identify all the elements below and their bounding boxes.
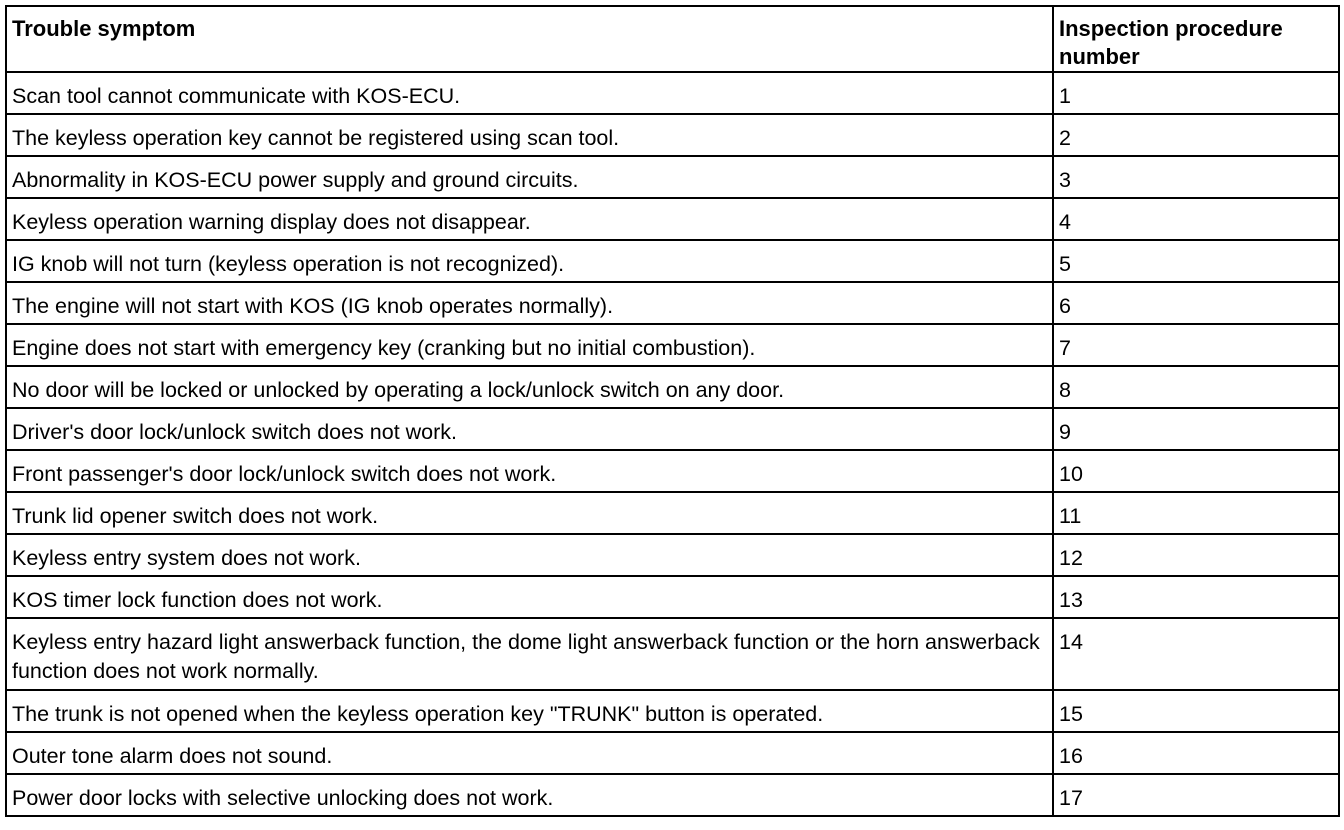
table-header-row [6,6,1339,72]
procedure-number-cell: 4 [1053,198,1339,240]
procedure-number-cell: 14 [1053,618,1339,690]
header-inspection-procedure-number: Inspection procedure number [1053,6,1339,72]
procedure-number-cell: 3 [1053,156,1339,198]
table-row [6,690,1339,732]
table-row [6,198,1339,240]
procedure-number-cell: 13 [1053,576,1339,618]
table-row [6,408,1339,450]
table-row [6,576,1339,618]
symptom-cell: Keyless entry hazard light answerback function, the dome light answerback function or the horn answerback function does not work normally. [6,618,1053,690]
symptom-cell: Abnormality in KOS-ECU power supply and ground circuits. [6,156,1053,198]
symptom-cell: Front passenger's door lock/unlock switch does not work. [6,450,1053,492]
procedure-number-cell: 6 [1053,282,1339,324]
symptom-cell: Keyless entry system does not work. [6,534,1053,576]
symptom-cell: Scan tool cannot communicate with KOS-ECU. [6,72,1053,114]
procedure-number-cell: 7 [1053,324,1339,366]
symptom-cell: Engine does not start with emergency key (cranking but no initial combustion). [6,324,1053,366]
symptom-cell: The engine will not start with KOS (IG knob operates normally). [6,282,1053,324]
table-row [6,534,1339,576]
table-row [6,732,1339,774]
procedure-number-cell: 11 [1053,492,1339,534]
table-row [6,492,1339,534]
symptom-cell: Outer tone alarm does not sound. [6,732,1053,774]
table-row [6,324,1339,366]
header-trouble-symptom: Trouble symptom [6,6,1053,72]
trouble-symptom-table [5,5,1340,817]
procedure-number-cell: 5 [1053,240,1339,282]
table-row [6,282,1339,324]
table-row [6,72,1339,114]
symptom-cell: Trunk lid opener switch does not work. [6,492,1053,534]
table-row [6,450,1339,492]
procedure-number-cell: 1 [1053,72,1339,114]
table-row [6,366,1339,408]
table-row [6,240,1339,282]
table-row [6,156,1339,198]
symptom-cell: The keyless operation key cannot be registered using scan tool. [6,114,1053,156]
procedure-number-cell: 12 [1053,534,1339,576]
symptom-cell: IG knob will not turn (keyless operation is not recognized). [6,240,1053,282]
table-row [6,114,1339,156]
symptom-cell: Power door locks with selective unlocking does not work. [6,774,1053,816]
procedure-number-cell: 8 [1053,366,1339,408]
symptom-cell: The trunk is not opened when the keyless operation key "TRUNK" button is operated. [6,690,1053,732]
symptom-cell: No door will be locked or unlocked by operating a lock/unlock switch on any door. [6,366,1053,408]
table-row [6,774,1339,816]
procedure-number-cell: 16 [1053,732,1339,774]
procedure-number-cell: 15 [1053,690,1339,732]
procedure-number-cell: 9 [1053,408,1339,450]
symptom-cell: Keyless operation warning display does not disappear. [6,198,1053,240]
procedure-number-cell: 17 [1053,774,1339,816]
symptom-cell: KOS timer lock function does not work. [6,576,1053,618]
table-row [6,618,1339,690]
procedure-number-cell: 2 [1053,114,1339,156]
procedure-number-cell: 10 [1053,450,1339,492]
symptom-cell: Driver's door lock/unlock switch does not work. [6,408,1053,450]
